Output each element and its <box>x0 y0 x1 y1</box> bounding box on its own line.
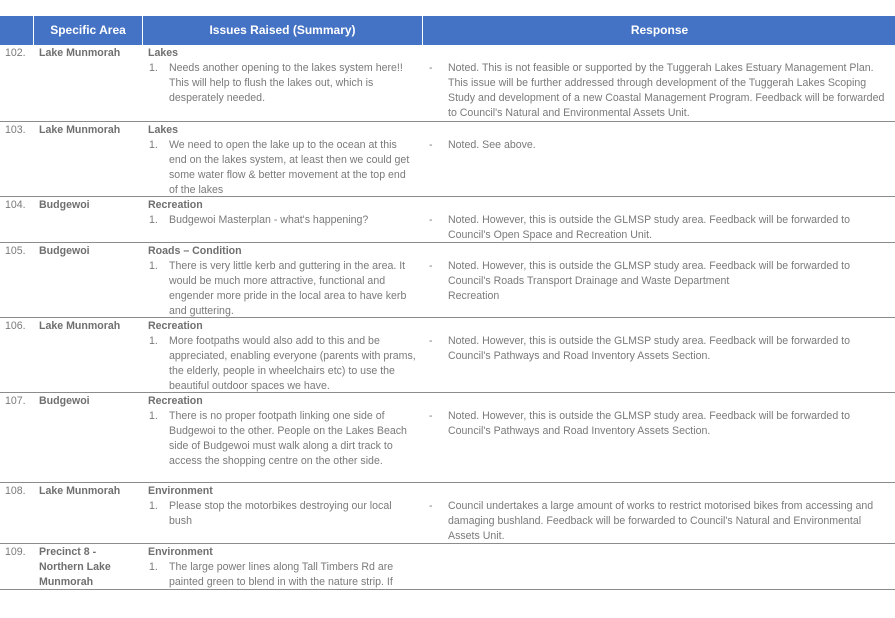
table-row <box>0 483 895 544</box>
response-bullet: - <box>429 139 433 151</box>
specific-area: Lake Munmorah <box>39 47 121 59</box>
specific-area: Budgewoi <box>39 245 90 257</box>
issue-text: The large power lines along Tall Timbers Rd are painted green to blend in with the nature strip. If <box>169 561 394 588</box>
issue-text: Budgewoi Masterplan - what's happening? <box>169 214 369 226</box>
issue-item-number: 1. <box>149 260 158 272</box>
row-number: 109. <box>5 546 26 558</box>
table-row <box>0 393 895 483</box>
issue-item-number: 1. <box>149 139 158 151</box>
response-cell <box>428 409 888 439</box>
issue-item <box>148 334 416 394</box>
header-number-cell <box>0 16 33 45</box>
issue-category: Recreation <box>148 199 203 211</box>
response-bullet: - <box>429 260 433 272</box>
response-bullet: - <box>429 335 433 347</box>
issue-cell <box>148 545 416 590</box>
response-text: Noted. However, this is outside the GLMSP study area. Feedback will be forwarded to Council's Pathways and Road Inventory Assets Section. <box>448 335 850 362</box>
table-row <box>0 122 895 197</box>
issue-text: More footpaths would also add to this and be appreciated, enabling everyone (parents with prams, the elderly, people in wheelchairs etc) to use the beautiful outdoor spaces we have. <box>169 335 416 392</box>
issue-item-number: 1. <box>149 561 158 573</box>
issue-item-number: 1. <box>149 214 158 226</box>
row-number: 104. <box>5 199 26 211</box>
response-text: Noted. However, this is outside the GLMSP study area. Feedback will be forwarded to Council's Open Space and Recreation Unit. <box>448 214 850 241</box>
issue-item <box>148 259 416 319</box>
issue-item-number: 1. <box>149 410 158 422</box>
response-bullet: - <box>429 62 433 74</box>
issue-item <box>148 499 416 529</box>
issue-category: Environment <box>148 485 213 497</box>
response-text: Noted. However, this is outside the GLMSP study area. Feedback will be forwarded to Council's Roads Transport Drainage and Waste Department <box>448 260 850 287</box>
header-specific-area: Specific Area <box>33 16 142 45</box>
row-number: 105. <box>5 245 26 257</box>
issue-cell <box>148 319 416 394</box>
specific-area: Lake Munmorah <box>39 320 121 332</box>
response-text: Council undertakes a large amount of works to restrict motorised bikes from accessing and damaging bushland. Feedback will be forwarded to Council's Natural and Environmental Assets Unit. <box>448 500 874 542</box>
row-number: 107. <box>5 395 26 407</box>
specific-area: Lake Munmorah <box>39 485 121 497</box>
specific-area: Budgewoi <box>39 199 90 211</box>
specific-area: Lake Munmorah <box>39 124 121 136</box>
response-cell <box>428 334 888 364</box>
row-number: 106. <box>5 320 26 332</box>
issue-category: Lakes <box>148 47 179 59</box>
issue-cell <box>148 46 416 106</box>
table-row <box>0 243 895 318</box>
issue-text: There is no proper footpath linking one side of Budgewoi to the other. People on the Lakes Beach side of Budgewoi must walk along a dirt track to access the shopping centre on the other side. <box>169 410 407 467</box>
response-cell <box>428 213 888 243</box>
specific-area: Precinct 8 - Northern Lake Munmorah <box>39 546 111 588</box>
header-response: Response <box>422 16 895 45</box>
table-row <box>0 318 895 393</box>
response-cell <box>428 259 888 304</box>
issue-cell <box>148 123 416 198</box>
issue-category: Roads – Condition <box>148 245 242 257</box>
row-number: 108. <box>5 485 26 497</box>
issue-text: Needs another opening to the lakes system here!! This will help to flush the lakes out, which is desperately needed. <box>169 62 403 104</box>
response-text: Noted. See above. <box>448 139 536 151</box>
row-number: 103. <box>5 124 26 136</box>
response-text: Noted. However, this is outside the GLMSP study area. Feedback will be forwarded to Council's Pathways and Road Inventory Assets Section. <box>448 410 850 437</box>
issue-cell <box>148 484 416 529</box>
issue-item-number: 1. <box>149 62 158 74</box>
issue-item <box>148 213 416 228</box>
issue-category: Lakes <box>148 124 179 136</box>
table-row <box>0 197 895 243</box>
issue-item <box>148 560 416 590</box>
table-row <box>0 45 895 122</box>
response-cell <box>428 61 888 121</box>
issue-item <box>148 138 416 198</box>
response-bullet: - <box>429 214 433 226</box>
response-cell <box>428 499 888 544</box>
table-row <box>0 544 895 590</box>
issue-text: Please stop the motorbikes destroying our local bush <box>169 500 392 527</box>
issue-cell <box>148 394 416 469</box>
issue-cell <box>148 244 416 319</box>
table-header <box>0 16 895 45</box>
header-issues-raised: Issues Raised (Summary) <box>142 16 422 45</box>
response-bullet: - <box>429 500 433 512</box>
specific-area: Budgewoi <box>39 395 90 407</box>
issue-category: Recreation <box>148 395 203 407</box>
issue-item-number: 1. <box>149 335 158 347</box>
issue-text: There is very little kerb and guttering in the area. It would be much more attractive, functional and engender more pride in the local area to have kerb and guttering. <box>169 260 407 317</box>
issue-category: Environment <box>148 546 213 558</box>
response-cell <box>428 138 888 153</box>
issue-item <box>148 61 416 106</box>
response-text: Noted. This is not feasible or supported by the Tuggerah Lakes Estuary Management Plan. This issue will be further addressed through development of the Tuggerah Lakes Scoping Study and development of a new Coastal Management Program. Feedback will be forwarded to Council's Natural and Environmental Assets Unit. <box>448 62 885 119</box>
issue-cell <box>148 198 416 228</box>
row-number: 102. <box>5 47 26 59</box>
response-bullet: - <box>429 410 433 422</box>
issue-item-number: 1. <box>149 500 158 512</box>
issue-category: Recreation <box>148 320 203 332</box>
issue-text: We need to open the lake up to the ocean at this end on the lakes system, at least then we could get some water flow & better movement at the top end of the lakes <box>169 139 410 196</box>
response-continuation: Recreation <box>448 290 500 302</box>
issue-item <box>148 409 416 469</box>
